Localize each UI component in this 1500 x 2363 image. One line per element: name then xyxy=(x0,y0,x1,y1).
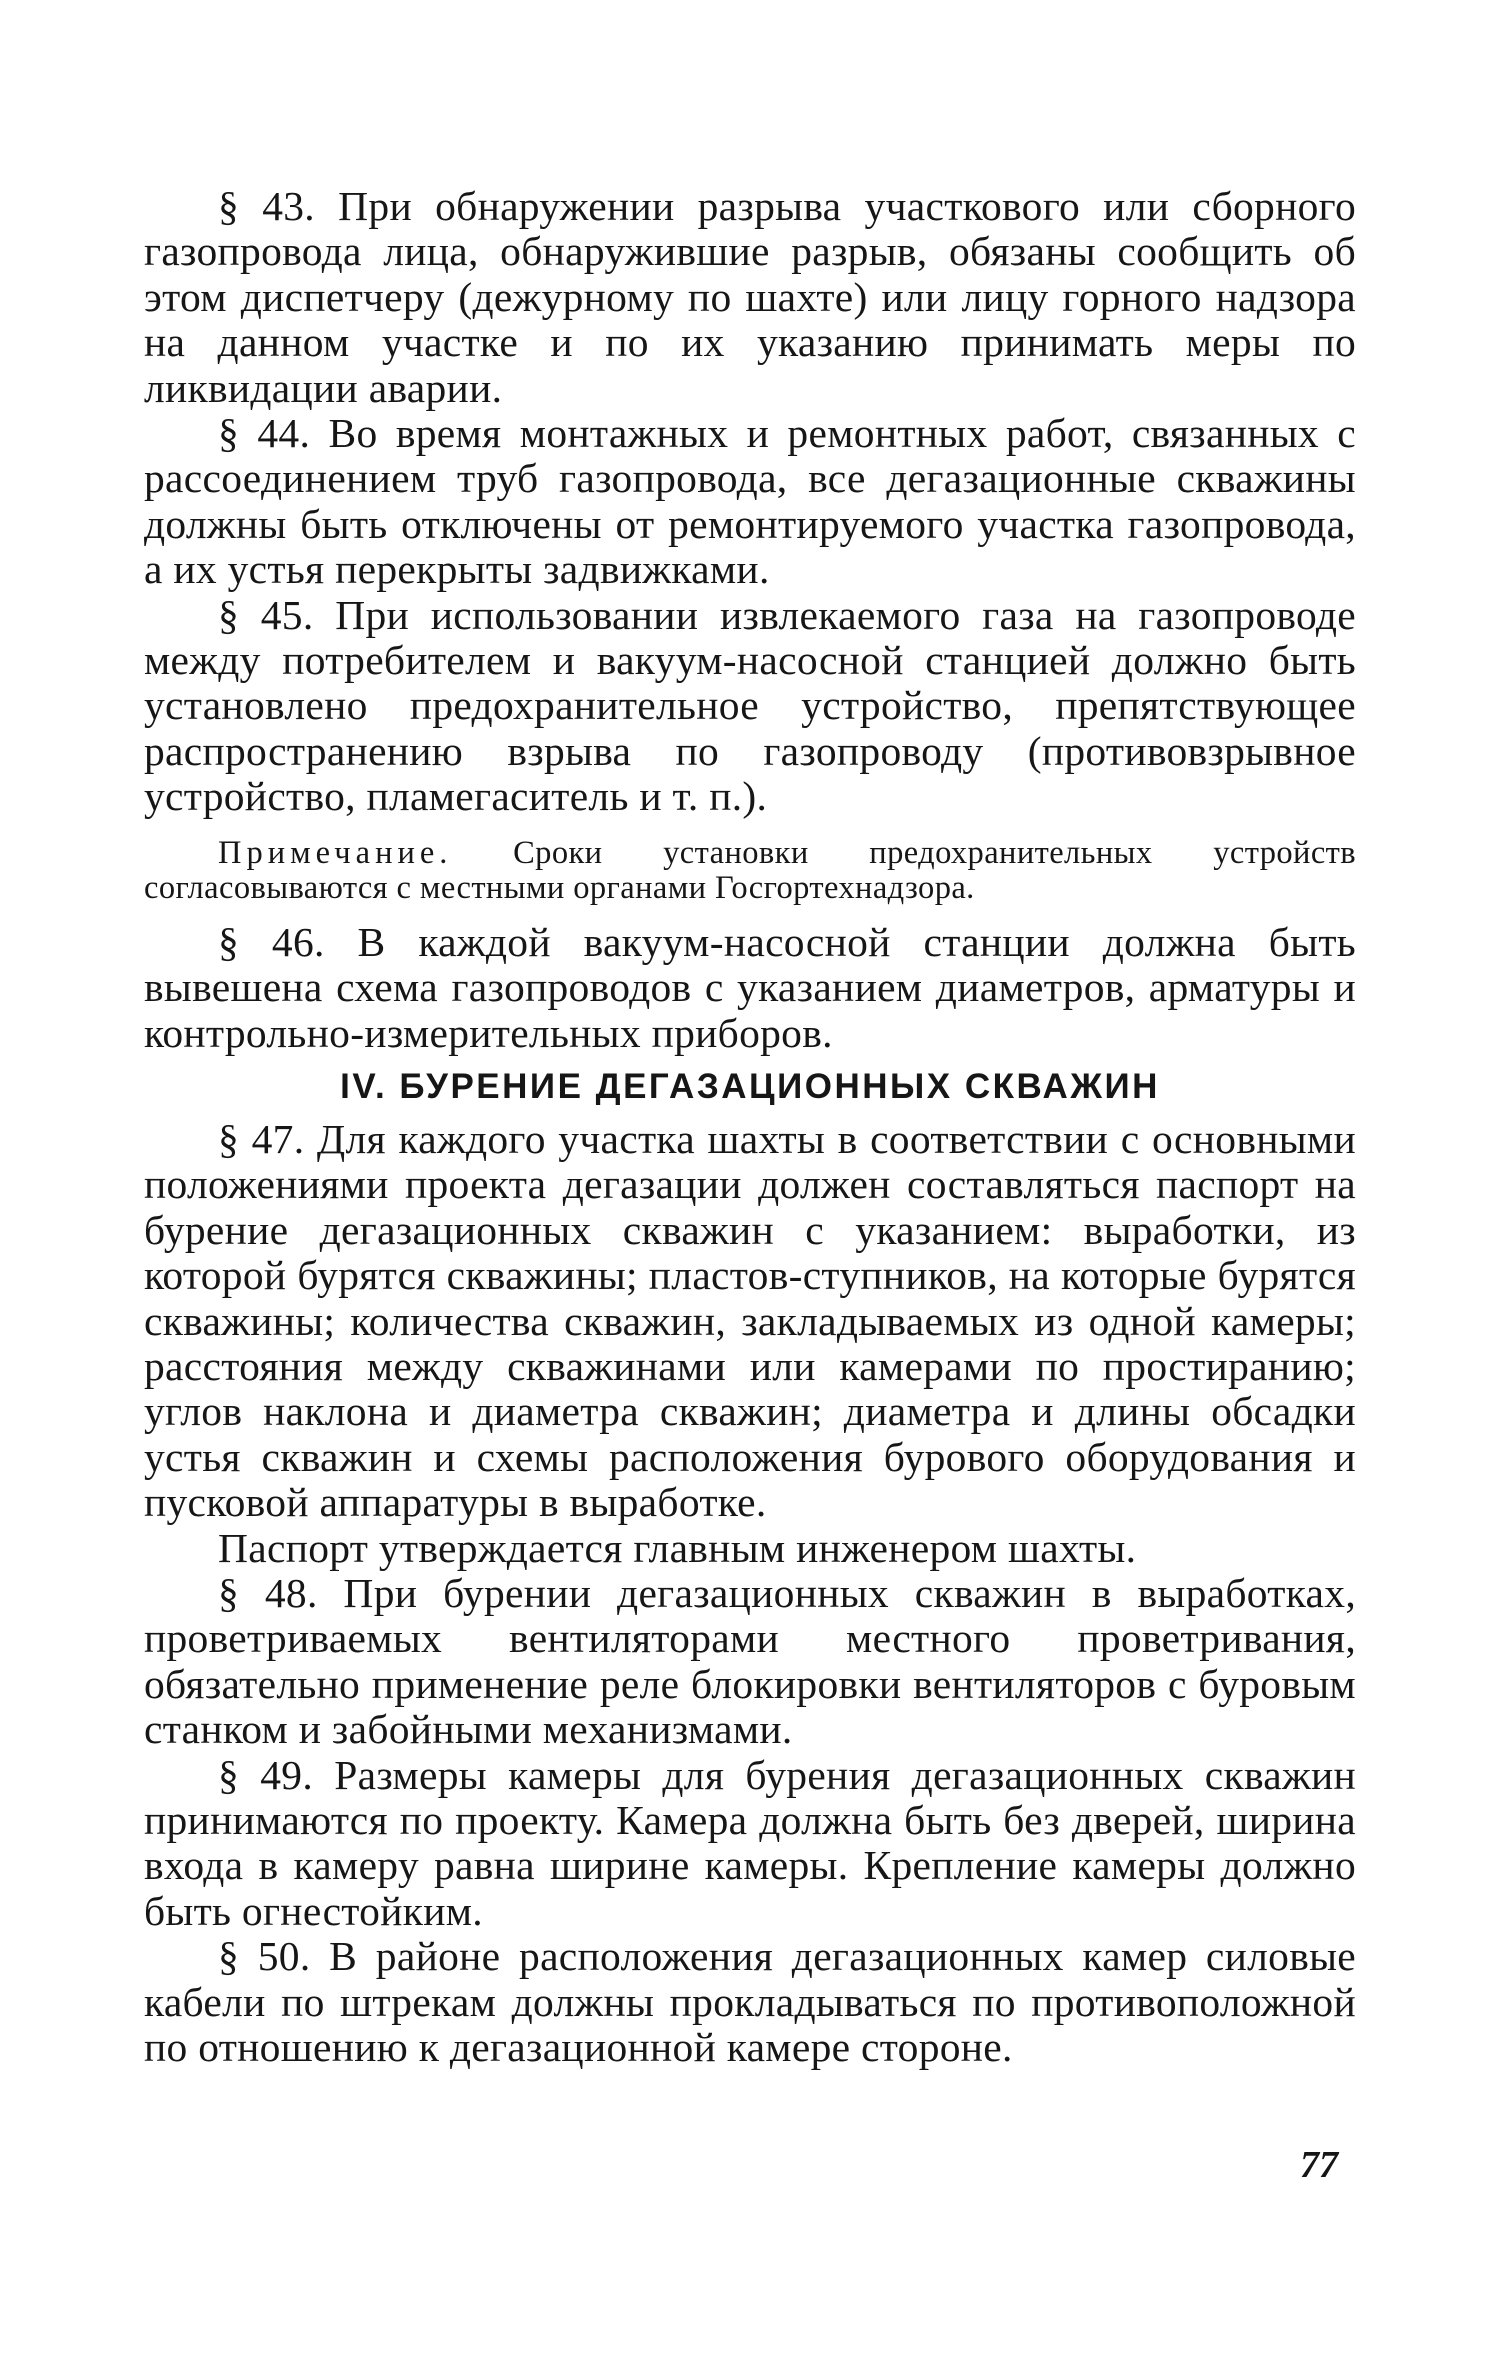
note-text: Сроки установки предохранительных устройств согласовываются с местными органами Госгортехнадзора. xyxy=(144,834,1356,906)
paragraph-47: § 47. Для каждого участка шахты в соответствии с основными положениями проекта дегазации должен составляться паспорт на бурение дегазационных скважин с указанием: выработки, из которой бурятся скважины; пластов-ступников, на которые бурятся скважины; количества скважин, закладываемых из одной камеры; расстояния между скважинами или камерами по простиранию; углов наклона и диаметра скважин; диаметра и длины обсадки устья скважин и схемы расположения бурового оборудования и пусковой аппаратуры в выработке. xyxy=(144,1115,1356,1526)
section-heading: IV. БУРЕНИЕ ДЕГАЗАЦИОННЫХ СКВАЖИН xyxy=(340,1066,1160,1106)
paragraph-46: § 46. В каждой вакуум-насосной станции должна быть вывешена схема газопроводов с указанием диаметров, арматуры и контрольно-измерительных приборов. xyxy=(144,918,1356,1056)
paragraph-44: § 44. Во время монтажных и ремонтных работ, связанных с рассоединением труб газопровода, все дегазационные скважины должны быть отключены от ремонтируемого участка газопровода, а их устья перекрыты задвижками. xyxy=(144,410,1356,593)
paragraph-50: § 50. В районе расположения дегазационных камер силовые кабели по штрекам должны прокладываться по противоположной по отношению к дегазационной камере стороне. xyxy=(144,1933,1356,2071)
note-label: Примечание. xyxy=(218,834,453,871)
paragraph-45: § 45. При использовании извлекаемого газа на газопроводе между потребителем и вакуум-насосной станцией должно быть установлено предохранительное устройство, препятствующее распространению взрыва по газопроводу (противовзрывное устройство, пламегаситель и т. п.). xyxy=(144,591,1356,820)
paragraph-48: § 48. При бурении дегазационных скважин в выработках, проветриваемых вентиляторами местного проветривания, обязательно применение реле блокировки вентиляторов с буровым станком и забойными механизмами. xyxy=(144,1569,1356,1753)
paragraph-49: § 49. Размеры камеры для бурения дегазационных скважин принимаются по проекту. Камера должна быть без дверей, ширина входа в камеру равна ширине камеры. Крепление камеры должно быть огнестойким. xyxy=(144,1751,1356,1934)
note-paragraph xyxy=(144,836,1356,906)
page-number: 77 xyxy=(1300,2144,1338,2186)
paragraph-passport-approval: Паспорт утверждается главным инженером шахты. xyxy=(218,1524,1137,1571)
page-body-text xyxy=(144,184,1356,2070)
paragraph-43: § 43. При обнаружении разрыва участкового или сборного газопровода лица, обнаружившие разрыв, обязаны сообщить об этом диспетчеру (дежурному по шахте) или лицу горного надзора на данном участке и по их указанию принимать меры по ликвидации аварии. xyxy=(144,183,1356,411)
